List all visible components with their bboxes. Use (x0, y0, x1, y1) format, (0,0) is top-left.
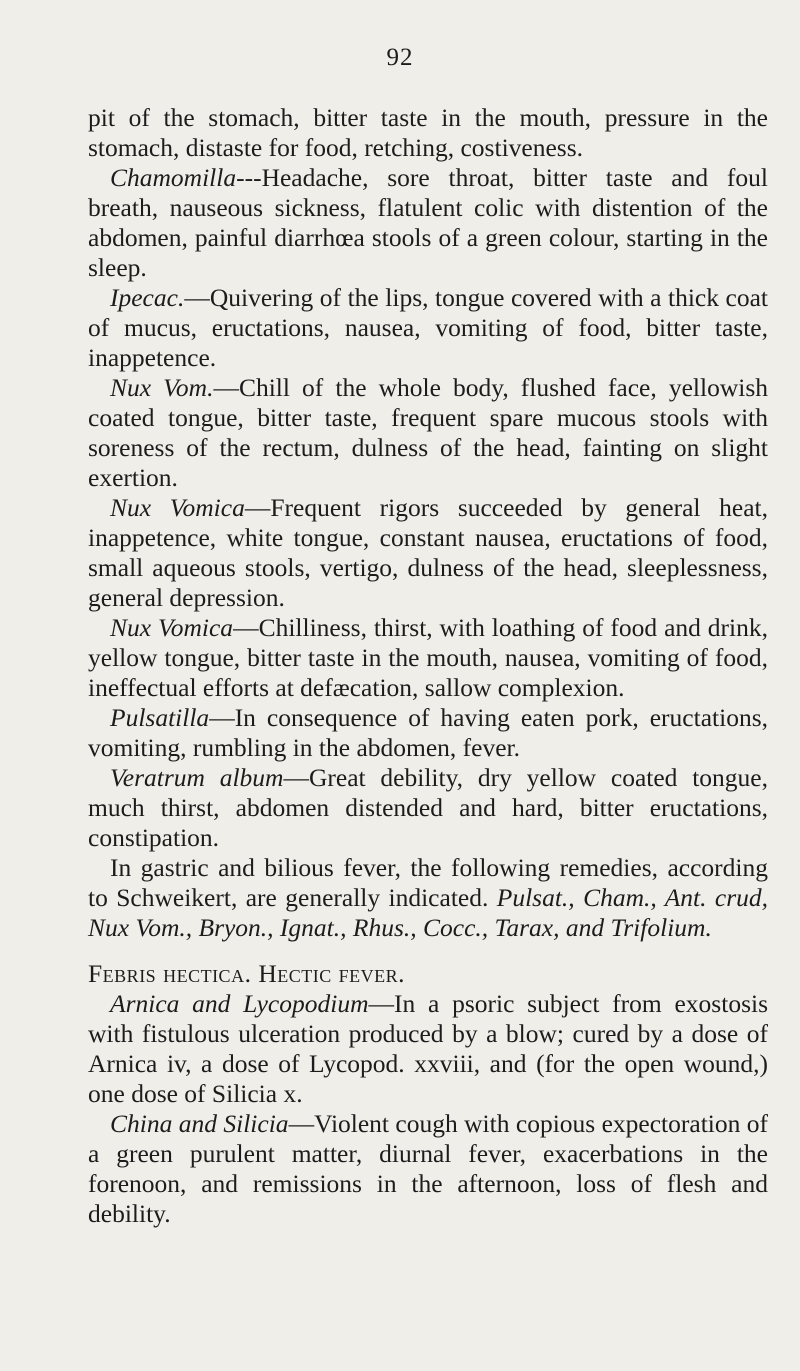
paragraph-chamomilla (88, 163, 768, 283)
paragraph-summary (88, 853, 768, 943)
paragraph-continuation (88, 103, 768, 163)
remedy-name: Nux Vom. (110, 373, 214, 402)
page-body (88, 103, 768, 1229)
paragraph-text: ---Headache, sore throat, bitter taste and foul breath, nauseous sickness, flatulent colic with distention of the abdomen, painful diarrhœa stools of a green colour, starting in the sleep. (88, 163, 768, 282)
remedy-name: Nux Vomica (110, 613, 234, 642)
remedy-name: Veratrum album (110, 763, 284, 792)
paragraph-nux-vomica-2 (88, 613, 768, 703)
paragraph-china-silicia (88, 1109, 768, 1229)
remedy-name: China and Silicia (110, 1109, 289, 1138)
summary-lead: In gastric and bilious fever, the following remedies, according to Schweikert, are generally indicated. (88, 853, 768, 912)
paragraph-text: —In a psoric subject from exostosis with fistulous ulceration produced by a blow; cured by a dose of Arnica iv, a dose of Lycopod. xxviii, and (for the open wound,) one dose of Silicia x. (88, 989, 769, 1108)
summary-remedies: Pulsat., Cham., Ant. crud, Nux Vom., Bryon., Ignat., Rhus., Cocc., Tarax, and Trifolium. (88, 883, 769, 942)
remedy-name: Chamomilla (110, 163, 237, 192)
paragraph-text: —Chilliness, thirst, with loathing of food and drink, yellow tongue, bitter taste in the mouth, nausea, vomiting of food, ineffectual efforts at defæcation, sallow complexion. (88, 613, 768, 702)
paragraph-pulsatilla (88, 703, 768, 763)
paragraph-text: —Great debility, dry yellow coated tongue, much thirst, abdomen distended and hard, bitter eructations, constipation. (88, 763, 768, 852)
paragraph-text: pit of the stomach, bitter taste in the mouth, pressure in the stomach, distaste for food, retching, costiveness. (88, 103, 768, 162)
remedy-name: Ipecac. (110, 283, 185, 312)
paragraph-nux-vom (88, 373, 768, 493)
paragraph-veratrum (88, 763, 768, 853)
paragraph-text: —In consequence of having eaten pork, eructations, vomiting, rumbling in the abdomen, fever. (88, 703, 768, 762)
page-number: 92 (386, 44, 414, 71)
remedy-name: Pulsatilla (110, 703, 210, 732)
remedy-name: Nux Vomica (110, 493, 245, 522)
paragraph-arnica-lycopodium (88, 989, 768, 1109)
paragraph-text: —Violent cough with copious expectoration of a green purulent matter, diurnal fever, exacerbations in the forenoon, and remissions in the afternoon, loss of flesh and debility. (88, 1109, 769, 1228)
paragraph-nux-vomica-1 (88, 493, 768, 613)
paragraph-ipecac (88, 283, 768, 373)
paragraph-text: —Chill of the whole body, flushed face, yellowish coated tongue, bitter taste, frequent spare mucous stools with soreness of the rectum, dulness of the head, fainting on slight exertion. (88, 373, 768, 492)
paragraph-text: —Quivering of the lips, tongue covered with a thick coat of mucus, eructations, nausea, vomiting of food, bitter taste, inappetence. (88, 283, 768, 372)
section-heading: Febris hectica. Hectic fever. (88, 959, 405, 988)
remedy-name: Arnica and Lycopodium (110, 989, 369, 1018)
paragraph-text: —Frequent rigors succeeded by general heat, inappetence, white tongue, constant nausea, eructations of food, small aqueous stools, vertigo, dulness of the head, sleeplessness, general depression. (88, 493, 768, 612)
